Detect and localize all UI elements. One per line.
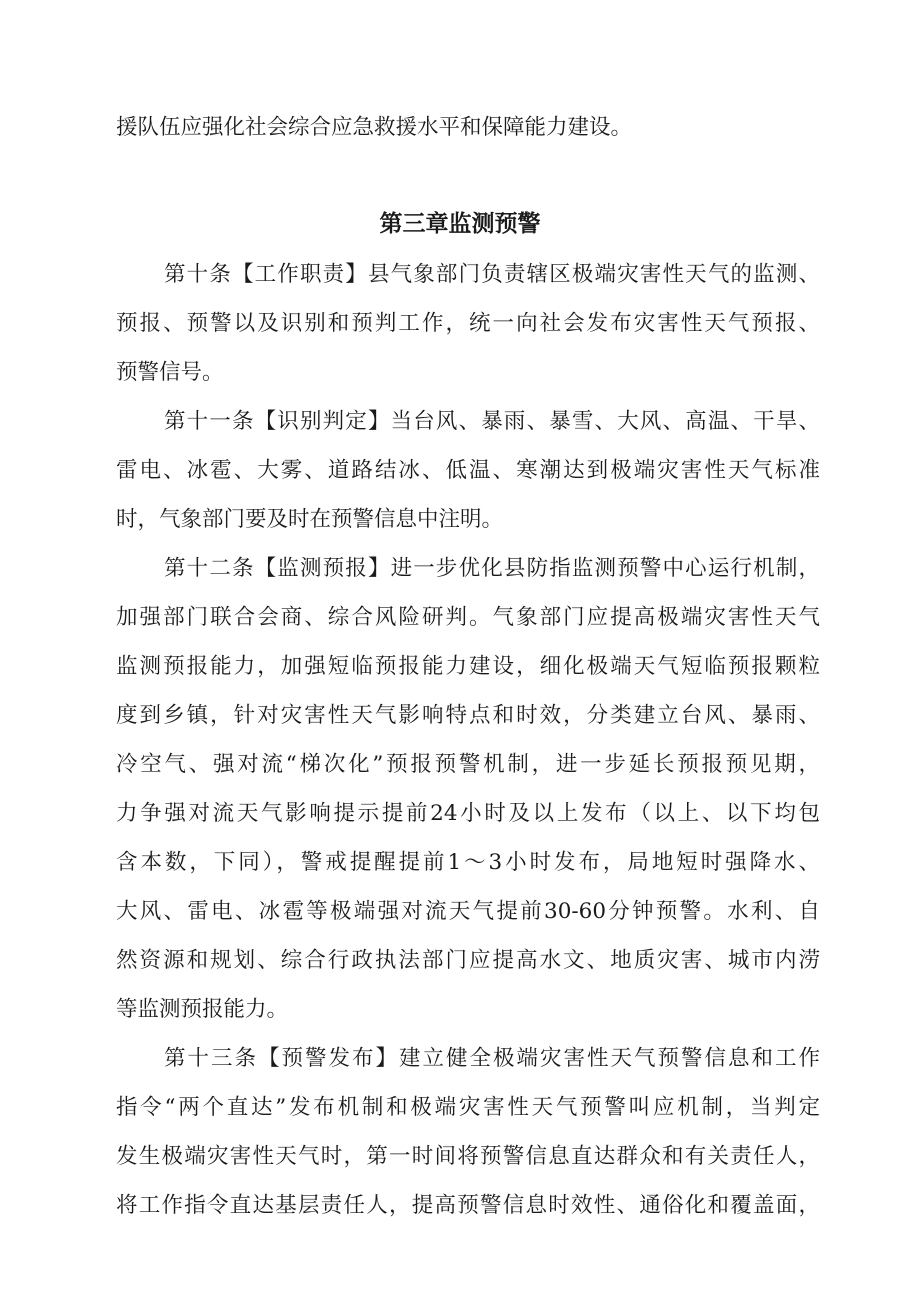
article-12-line-1: 第十二条【监测预报】进一步优化县防指监测预警中心运行机制， [164,556,820,581]
article-12-line-7: 含本数，下同），警戒提醒提前1～3小时发布，局地短时强降水、 [116,850,820,875]
article-12-line-2: 加强部门联合会商、综合风险研判。气象部门应提高极端灾害性天气 [116,605,820,630]
article-12-line-5: 冷空气、强对流“梯次化”预报预警机制，进一步延长预报预见期， [116,752,820,777]
article-12-line-9: 然资源和规划、综合行政执法部门应提高水文、地质灾害、城市内涝 [116,948,820,973]
article-11-line-3: 时，气象部门要及时在预警信息中注明。 [116,507,504,532]
article-11-line-2: 雷电、冰雹、大雾、道路结冰、低温、寒潮达到极端灾害性天气标准 [116,458,820,483]
article-12-line-10: 等监测预报能力。 [116,997,289,1022]
article-13-line-2: 指令“两个直达”发布机制和极端灾害性天气预警叫应机制，当判定 [116,1095,820,1120]
article-10-line-1: 第十条【工作职责】县气象部门负责辖区极端灾害性天气的监测、 [164,262,820,287]
article-12-line-8: 大风、雷电、冰雹等极端强对流天气提前30-60分钟预警。水利、自 [116,899,820,924]
article-13-line-3: 发生极端灾害性天气时，第一时间将预警信息直达群众和有关责任人， [116,1144,820,1169]
article-12-line-3: 监测预报能力，加强短临预报能力建设，细化极端天气短临预报颗粒 [116,654,820,679]
article-10-line-3: 预警信号。 [116,360,224,385]
intro-line: 援队伍应强化社会综合应急救援水平和保障能力建设。 [116,115,633,140]
article-13-line-4: 将工作指令直达基层责任人，提高预警信息时效性、通俗化和覆盖面， [116,1193,820,1218]
article-10-line-2: 预报、预警以及识别和预判工作，统一向社会发布灾害性天气预报、 [116,311,820,336]
chapter-title: 第三章监测预警 [379,211,541,237]
article-12-line-6: 力争强对流天气影响提示提前24小时及以上发布（以上、以下均包 [116,801,820,826]
article-13-line-1: 第十三条【预警发布】建立健全极端灾害性天气预警信息和工作 [164,1046,820,1071]
article-11-line-1: 第十一条【识别判定】当台风、暴雨、暴雪、大风、高温、干旱、 [164,409,820,434]
article-12-line-4: 度到乡镇，针对灾害性天气影响特点和时效，分类建立台风、暴雨、 [116,703,820,728]
